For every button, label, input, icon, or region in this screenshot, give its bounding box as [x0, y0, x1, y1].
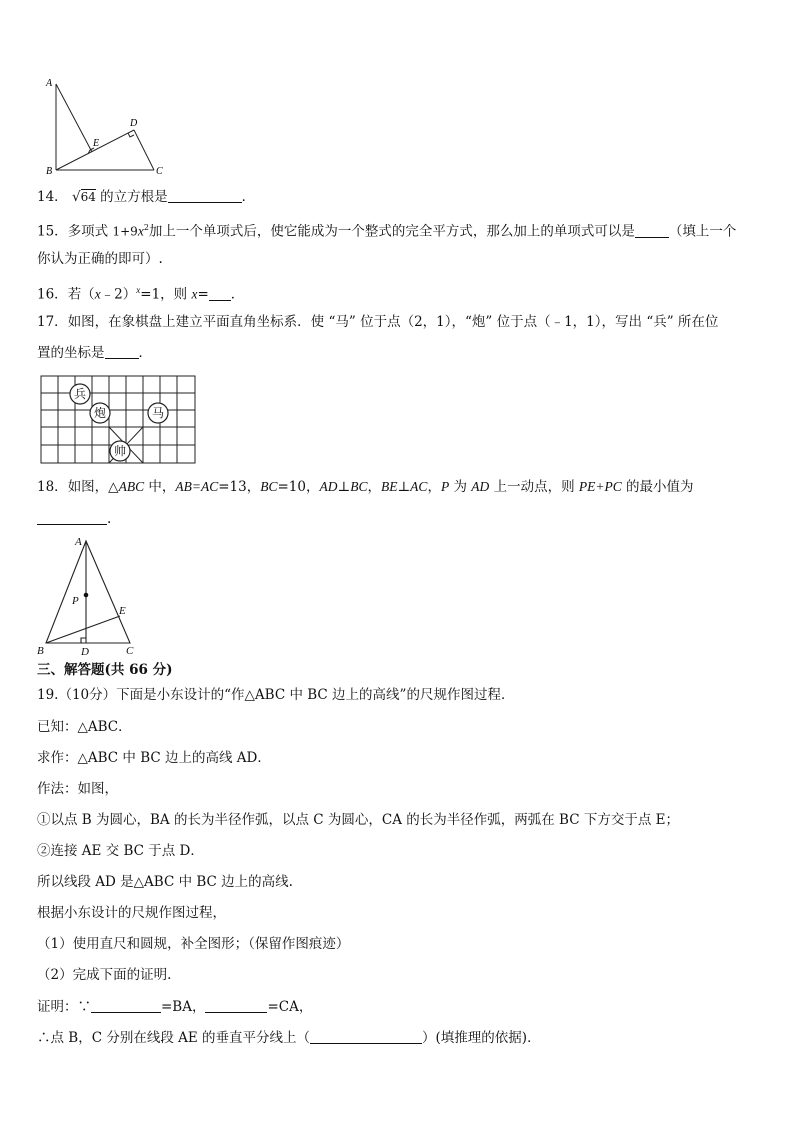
q18-comma: ，: [367, 479, 381, 495]
q16-mid: ﹣2）: [100, 286, 137, 303]
q19-reason-post: ）(填推理的依据)．: [422, 1030, 541, 1046]
q18-v1: =13，: [218, 479, 261, 495]
q18-tail: 的最小值为: [621, 479, 694, 495]
q19-line10: （2）完成下面的证明.: [37, 967, 172, 983]
q14-number: 14．: [37, 189, 68, 205]
question-17: [37, 313, 718, 331]
q18-pre: 如图，△: [67, 479, 119, 495]
q19-proof-pre: 证明：∵: [37, 999, 91, 1015]
q15-number: 15．: [37, 223, 68, 240]
q18-mid3: 上一动点，则: [489, 479, 579, 495]
q19-reason-blank[interactable]: [310, 1030, 422, 1044]
q18-number: 18．: [37, 479, 68, 495]
q19-proof-blank-2[interactable]: [205, 999, 267, 1013]
q18-end: .: [107, 511, 112, 527]
chess-piece-bing: 兵: [73, 387, 87, 401]
q19-line6: ②连接 AE 交 BC 于点 D．: [37, 843, 204, 859]
q19-line8: 根据小东设计的尺规作图过程，: [37, 905, 226, 921]
figure-right-triangle: [38, 72, 178, 180]
q15-var: x: [137, 223, 144, 239]
q15-answer-blank[interactable]: [635, 224, 669, 238]
q19-line9: （1）使用直尺和圆规，补全图形；（保留作图痕迹）: [37, 936, 350, 952]
q19-line5: ①以点 B 为圆心，BA 的长为半径作弧，以点 C 为圆心，CA 的长为半径作弧，两弧在 BC 下方交于点 E；: [37, 812, 679, 828]
fig18-label-d: D: [81, 646, 89, 657]
q18-mid2: 为: [449, 479, 472, 495]
q14-answer-blank[interactable]: [168, 189, 242, 203]
fig18-label-a: A: [75, 536, 82, 548]
q17-answer-blank[interactable]: [105, 345, 139, 359]
q18-eq1: AB=AC: [175, 479, 219, 494]
q19-line2: 已知：△ABC．: [37, 719, 132, 735]
label-b: B: [46, 166, 53, 177]
q18-bc2: BC: [350, 479, 368, 494]
q19-line1: 19.（10分）下面是小东设计的“作△ABC 中 BC 边上的高线”的尺规作图过程．: [37, 687, 515, 703]
q19-proof-blank-1[interactable]: [91, 999, 161, 1013]
q16-var: x: [94, 286, 101, 302]
label-e: E: [93, 138, 100, 149]
q18-pepc: PE+PC: [578, 479, 622, 494]
q19-reason-line: [37, 1029, 541, 1047]
figure-isosceles-triangle: [36, 533, 144, 657]
q19-proof-line: [37, 998, 312, 1016]
q16-eq2: =: [197, 286, 209, 303]
q14-radicand: 64: [80, 190, 96, 204]
q19-reason-pre: ∴点 B，C 分别在线段 AE 的垂直平分线上（: [37, 1030, 311, 1046]
question-15-line2: 你认为正确的即可）.: [37, 251, 163, 267]
q16-var2: x: [191, 286, 198, 302]
q18-p: P: [440, 479, 450, 494]
q15-exp: 2: [143, 223, 149, 232]
question-14: [37, 188, 255, 206]
question-18: [37, 478, 694, 496]
fig18-label-b: B: [37, 645, 44, 657]
q14-end: ．: [241, 189, 256, 205]
chess-piece-shuai: 帅: [113, 444, 127, 458]
q18-perp2: ⊥: [397, 479, 411, 495]
q15-lead: 多项式: [67, 223, 113, 240]
q18-ac: AC: [410, 479, 428, 494]
sqrt-symbol: √64: [71, 189, 96, 205]
q14-text: 的立方根是: [100, 189, 168, 205]
q16-eq: =1，则: [140, 286, 192, 303]
section-heading-3: 三、解答题(共 66 分): [37, 662, 173, 678]
chess-piece-ma: 马: [151, 406, 165, 420]
label-d: D: [130, 118, 138, 129]
q15-paren: （填上一个: [668, 223, 737, 240]
q18-mid1: 中，: [144, 479, 176, 495]
q18-ad: AD: [319, 479, 338, 494]
q16-end: ．: [230, 286, 245, 303]
q18-answer-blank[interactable]: [37, 511, 107, 525]
q19-proof-mid2: =CA，: [267, 999, 313, 1015]
q16-exp: x: [136, 285, 141, 295]
figure-chess-board: [40, 375, 198, 467]
q18-comma2: ，: [427, 479, 441, 495]
question-17-line2: [37, 344, 152, 362]
q16-answer-blank[interactable]: [209, 287, 231, 301]
label-c: C: [156, 166, 163, 177]
q17-line1: 如图，在象棋盘上建立平面直角坐标系．使 “马” 位于点（2，1），“炮” 位于点（﹣1，1），写出 “兵” 所在位: [67, 314, 719, 330]
question-15: [37, 219, 736, 241]
label-a: A: [46, 78, 53, 89]
fig18-label-p: P: [72, 595, 79, 607]
q19-line4: 作法：如图，: [37, 781, 118, 797]
fig18-label-e: E: [119, 605, 126, 617]
q16-lead: 若（: [67, 286, 95, 303]
question-18-line2: [37, 510, 111, 528]
q19-line3: 求作：△ABC 中 BC 边上的高线 AD．: [37, 750, 271, 766]
q17-number: 17．: [37, 314, 68, 330]
q18-abc: ABC: [118, 479, 145, 494]
q15-text: 加上一个单项式后，使它能成为一个整式的完全平方式，那么加上的单项式可以是: [148, 223, 635, 240]
q17-line2: 置的坐标是: [37, 345, 105, 361]
fig18-label-c: C: [126, 645, 134, 657]
q18-v2: =10，: [277, 479, 320, 495]
q18-perp: ⊥: [337, 479, 351, 495]
q18-bc: BC: [260, 479, 278, 494]
q18-be: BE: [380, 479, 398, 494]
q19-proof-mid1: =BA，: [161, 999, 206, 1015]
chess-piece-pao: 炮: [93, 406, 107, 420]
q18-ad2: AD: [471, 479, 490, 494]
question-16: [37, 281, 244, 304]
q17-end: ．: [138, 345, 152, 361]
q19-line7: 所以线段 AD 是△ABC 中 BC 边上的高线.: [37, 874, 293, 890]
q15-poly: 1+9: [112, 224, 138, 239]
q16-number: 16．: [37, 286, 68, 303]
